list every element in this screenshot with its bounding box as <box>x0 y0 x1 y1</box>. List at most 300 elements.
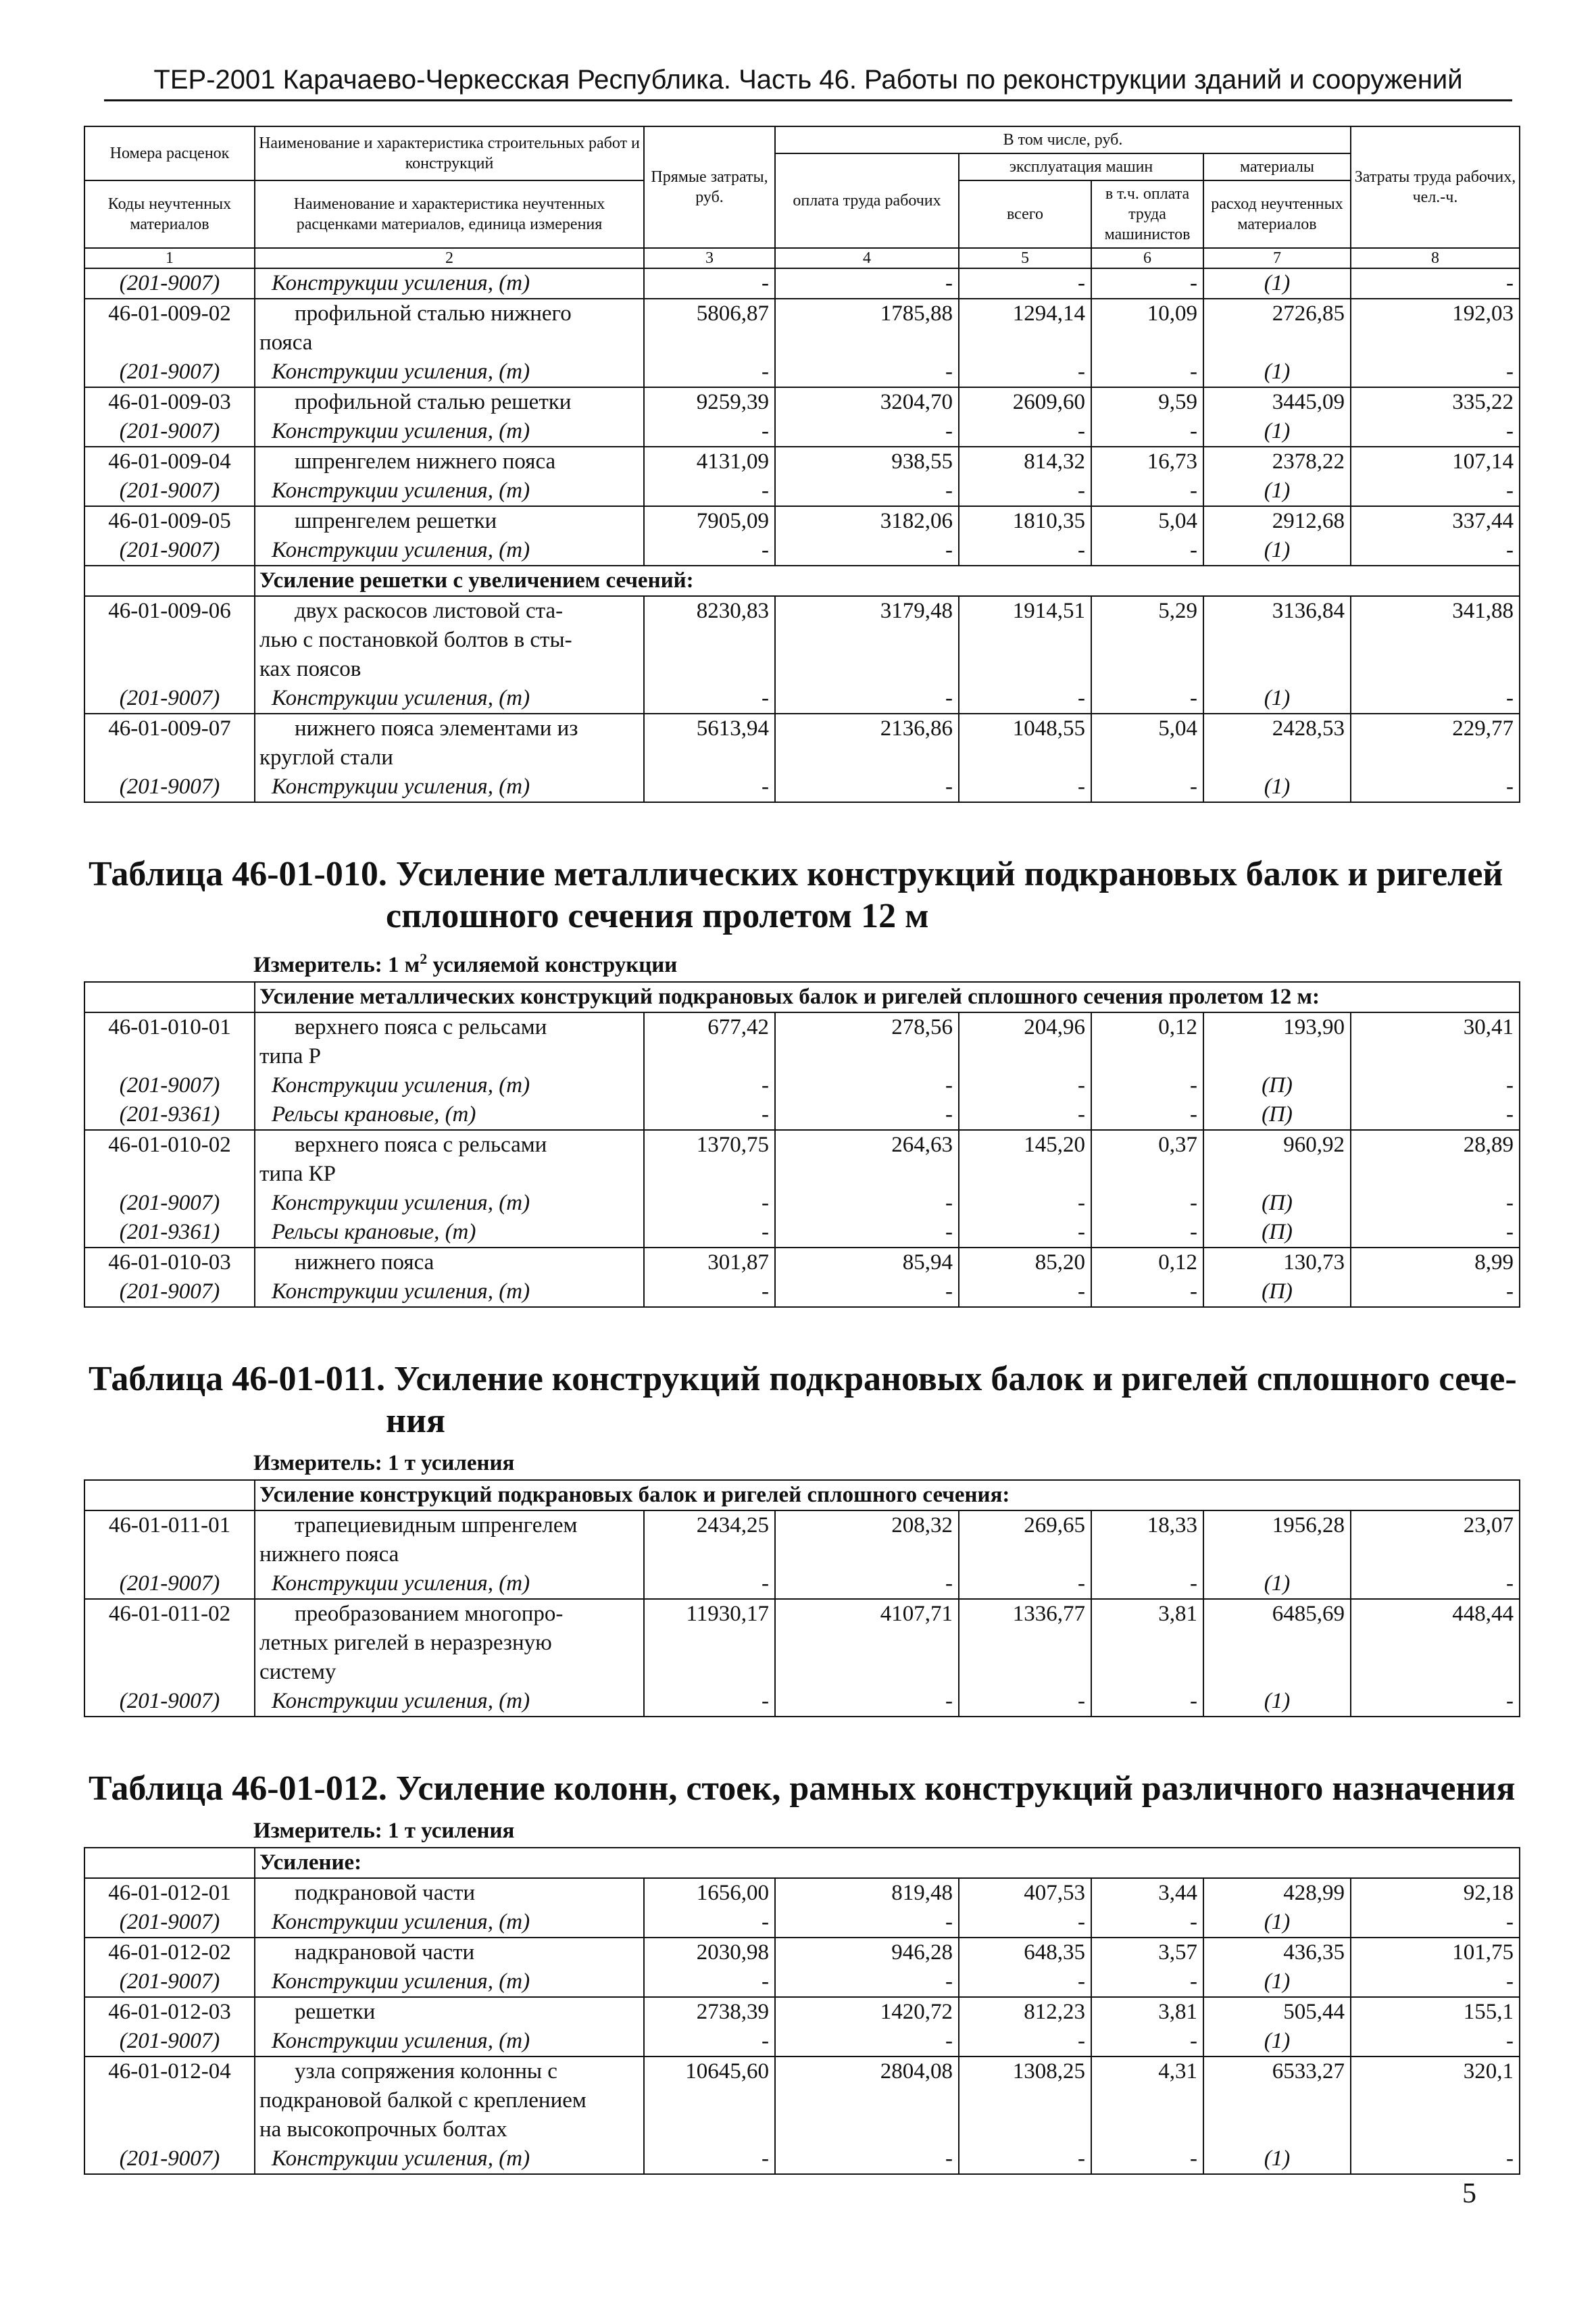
cell-d5: 1914,51 <box>959 596 1091 684</box>
rate-name-line: летных ригелей в неразрезную <box>259 1631 552 1655</box>
cell-d3: 4131,09 <box>644 447 775 476</box>
cell-d5: 2609,60 <box>959 387 1091 417</box>
material-name: Конструкции усиления, (т) <box>255 1687 644 1717</box>
rate-name-line: подкрановой балкой с креплением <box>259 2088 587 2113</box>
cell-d3: 2030,98 <box>644 1938 775 1967</box>
measure-unit <box>84 1442 1520 1480</box>
material-row <box>84 1071 1520 1100</box>
cell-d5: - <box>959 1071 1091 1100</box>
cell-d8: - <box>1351 536 1520 566</box>
cell-d5: 1308,25 <box>959 2057 1091 2144</box>
cell-d6: 3,57 <box>1091 1938 1203 1967</box>
column-number: 1 <box>84 248 255 268</box>
material-code: (201-9007) <box>84 1277 255 1307</box>
material-code: (201-9007) <box>84 1967 255 1997</box>
spacer-cell <box>84 1717 1520 1741</box>
col-header-machinist-wages: в т.ч. оплата труда машинистов <box>1091 180 1203 248</box>
cell-d8: 155,1 <box>1351 1997 1520 2027</box>
cell-d8: 101,75 <box>1351 1938 1520 1967</box>
cell-d7: 428,99 <box>1203 1878 1351 1908</box>
measure-unit-superscript: 2 <box>420 950 428 967</box>
cell-d8: - <box>1351 476 1520 506</box>
cell-d3: 1370,75 <box>644 1130 775 1189</box>
rate-name-line: решетки <box>295 2000 376 2024</box>
rate-code: 46-01-010-01 <box>84 1012 255 1071</box>
section-spacer <box>84 1307 1520 1331</box>
cell-d3: - <box>644 1569 775 1599</box>
measure-unit <box>84 1810 1520 1848</box>
material-row <box>84 1967 1520 1997</box>
cell-d7: (1) <box>1203 476 1351 506</box>
measure-unit-prefix: Измеритель: 1 м <box>253 953 420 977</box>
col-header-including: В том числе, руб. <box>775 126 1351 153</box>
col-header-labor-hours: Затраты труда рабочих, чел.-ч. <box>1351 126 1520 248</box>
cell-d5: 85,20 <box>959 1248 1091 1277</box>
col-header-name-bottom: Наименование и характеристика неучтенных расценками материалов, единица измерения <box>255 180 644 248</box>
cell-d3: 2738,39 <box>644 1997 775 2027</box>
cell-d8: - <box>1351 1218 1520 1248</box>
col-header-machines-total: всего <box>959 180 1091 248</box>
cell-d4: - <box>775 1569 959 1599</box>
material-name: Конструкции усиления, (т) <box>255 1569 644 1599</box>
material-name: Конструкции усиления, (т) <box>255 684 644 714</box>
cell-d7: (1) <box>1203 268 1351 299</box>
cell-d6: 3,81 <box>1091 1599 1203 1687</box>
cell-d4: 278,56 <box>775 1012 959 1071</box>
material-name: Конструкции усиления, (т) <box>255 1071 644 1100</box>
material-row <box>84 1277 1520 1307</box>
cell-d3: 9259,39 <box>644 387 775 417</box>
cell-d4: - <box>775 2027 959 2057</box>
material-name: Конструкции усиления, (т) <box>255 1967 644 1997</box>
group-title: Усиление конструкций подкрановых балок и ригелей сплошного сечения: <box>255 1480 1520 1510</box>
material-row <box>84 1218 1520 1248</box>
cell-d5: 1048,55 <box>959 714 1091 772</box>
material-code: (201-9007) <box>84 358 255 387</box>
cell-d3: - <box>644 358 775 387</box>
cell-d6: 5,04 <box>1091 714 1203 772</box>
cell-d8: 341,88 <box>1351 596 1520 684</box>
group-title: Усиление решетки с увеличением сечений: <box>255 566 1520 596</box>
rate-name <box>255 1130 644 1189</box>
cell-d4: - <box>775 684 959 714</box>
material-row <box>84 684 1520 714</box>
rate-name <box>255 506 644 536</box>
rate-name-line: узла сопряжения колонны с <box>295 2059 557 2084</box>
material-row <box>84 1908 1520 1938</box>
cell-d6: 5,04 <box>1091 506 1203 536</box>
cell-d6: - <box>1091 536 1203 566</box>
cell-d3: 677,42 <box>644 1012 775 1071</box>
material-name: Конструкции усиления, (т) <box>255 536 644 566</box>
cell-d7: (П) <box>1203 1218 1351 1248</box>
column-number: 7 <box>1203 248 1351 268</box>
running-header: ТЕР-2001 Карачаево-Черкесская Республика. Часть 46. Работы по реконструкции зданий и сооружений <box>104 65 1512 101</box>
cell-d4: - <box>775 1277 959 1307</box>
material-row <box>84 417 1520 447</box>
cell-d7: (1) <box>1203 772 1351 802</box>
cell-d7: 505,44 <box>1203 1997 1351 2027</box>
cell-d4: 946,28 <box>775 1938 959 1967</box>
cell-d3: - <box>644 417 775 447</box>
cell-d6: - <box>1091 684 1203 714</box>
cell-d7: (1) <box>1203 2027 1351 2057</box>
cell-d6: - <box>1091 1277 1203 1307</box>
rate-name-line: нижнего пояса <box>295 1250 434 1275</box>
rate-code: 46-01-012-01 <box>84 1878 255 1908</box>
cell-d5: - <box>959 772 1091 802</box>
cell-d5: - <box>959 417 1091 447</box>
material-code: (201-9361) <box>84 1100 255 1130</box>
cell-d3: 2434,25 <box>644 1510 775 1569</box>
cell-d6: 0,12 <box>1091 1012 1203 1071</box>
rate-row <box>84 299 1520 358</box>
material-name: Конструкции усиления, (т) <box>255 1189 644 1218</box>
cell-d7: (1) <box>1203 358 1351 387</box>
table-title-row <box>84 1741 1520 1810</box>
cell-d8: 320,1 <box>1351 2057 1520 2144</box>
rate-name-line: систему <box>259 1660 336 1684</box>
cell-d5: - <box>959 358 1091 387</box>
cell-d8: - <box>1351 2027 1520 2057</box>
cell-d4: - <box>775 1071 959 1100</box>
rate-name <box>255 1012 644 1071</box>
cell-d3: 5613,94 <box>644 714 775 772</box>
cell-d7: (1) <box>1203 1967 1351 1997</box>
measure-unit-text: Измеритель: 1 т усиления <box>253 1451 515 1475</box>
cell-d7: 3136,84 <box>1203 596 1351 684</box>
section-spacer <box>84 802 1520 827</box>
rate-name-line: трапециевидным шпренгелем <box>295 1513 578 1537</box>
cell-d4: - <box>775 268 959 299</box>
material-code: (201-9007) <box>84 476 255 506</box>
cell-d8: - <box>1351 1908 1520 1938</box>
cell-d6: - <box>1091 1218 1203 1248</box>
rate-row <box>84 387 1520 417</box>
cell-d7: 6533,27 <box>1203 2057 1351 2144</box>
cell-d4: 208,32 <box>775 1510 959 1569</box>
cell-d8: - <box>1351 268 1520 299</box>
rate-name-line: шпренгелем решетки <box>295 509 497 533</box>
cell-d4: 819,48 <box>775 1878 959 1908</box>
rate-name <box>255 1248 644 1277</box>
cell-d6: - <box>1091 2027 1203 2057</box>
rate-row <box>84 1012 1520 1071</box>
cell-d3: - <box>644 772 775 802</box>
cell-d4: 2804,08 <box>775 2057 959 2144</box>
cell-d3: - <box>644 1071 775 1100</box>
group-title: Усиление: <box>255 1848 1520 1878</box>
cell-d6: - <box>1091 1189 1203 1218</box>
cell-d6: - <box>1091 1100 1203 1130</box>
table-title-line: ния <box>386 1402 446 1440</box>
material-name: Конструкции усиления, (т) <box>255 1277 644 1307</box>
rate-name <box>255 447 644 476</box>
material-name: Конструкции усиления, (т) <box>255 1908 644 1938</box>
column-number: 3 <box>644 248 775 268</box>
cell-d6: 3,81 <box>1091 1997 1203 2027</box>
cell-d6: - <box>1091 476 1203 506</box>
material-name: Рельсы крановые, (т) <box>255 1100 644 1130</box>
column-number: 2 <box>255 248 644 268</box>
cell-d7: 3445,09 <box>1203 387 1351 417</box>
cell-d6: - <box>1091 2144 1203 2174</box>
rate-row <box>84 506 1520 536</box>
rate-name-line: надкрановой части <box>295 1940 475 1965</box>
rate-name-line: нижнего пояса <box>259 1542 399 1567</box>
rate-name-line: пояса <box>259 330 313 355</box>
cell-d5: - <box>959 1100 1091 1130</box>
col-header-wages: оплата труда рабочих <box>775 153 959 248</box>
material-row <box>84 1569 1520 1599</box>
cell-d5: - <box>959 2144 1091 2174</box>
cell-d4: 1420,72 <box>775 1997 959 2027</box>
cell-d5: 812,23 <box>959 1997 1091 2027</box>
material-code: (201-9007) <box>84 2144 255 2174</box>
group-row <box>84 1480 1520 1510</box>
material-row <box>84 476 1520 506</box>
cell-d8: 8,99 <box>1351 1248 1520 1277</box>
spacer-cell <box>84 802 1520 827</box>
cell-d3: - <box>644 268 775 299</box>
group-title: Усиление металлических конструкций подкрановых балок и ригелей сплошного сечения пролетом 12 м: <box>255 982 1520 1012</box>
rate-name <box>255 387 644 417</box>
cell-d7: (1) <box>1203 1687 1351 1717</box>
material-name: Конструкции усиления, (т) <box>255 476 644 506</box>
cell-d7: 2912,68 <box>1203 506 1351 536</box>
column-number: 5 <box>959 248 1091 268</box>
material-row <box>84 2027 1520 2057</box>
rate-name <box>255 714 644 772</box>
rate-name-line: преобразованием многопро- <box>295 1602 564 1626</box>
cell-d7: 436,35 <box>1203 1938 1351 1967</box>
cell-d5: 269,65 <box>959 1510 1091 1569</box>
rate-name-line: круглой стали <box>259 745 393 770</box>
cell-d8: - <box>1351 1100 1520 1130</box>
rate-row <box>84 2057 1520 2144</box>
cell-d8: - <box>1351 417 1520 447</box>
rate-code: 46-01-012-02 <box>84 1938 255 1967</box>
cell-d4: 4107,71 <box>775 1599 959 1687</box>
rate-name-line: верхнего пояса с рельсами <box>295 1015 547 1039</box>
rate-row <box>84 596 1520 684</box>
cell-d4: 3182,06 <box>775 506 959 536</box>
rate-row <box>84 447 1520 476</box>
cell-d8: 92,18 <box>1351 1878 1520 1908</box>
cell-d3: 10645,60 <box>644 2057 775 2144</box>
material-name: Конструкции усиления, (т) <box>255 2144 644 2174</box>
cell-d7: 6485,69 <box>1203 1599 1351 1687</box>
material-row <box>84 772 1520 802</box>
cell-d7: 960,92 <box>1203 1130 1351 1189</box>
cell-d7: (1) <box>1203 1569 1351 1599</box>
cell-d3: - <box>644 1277 775 1307</box>
rate-code: 46-01-009-03 <box>84 387 255 417</box>
cell-d3: 5806,87 <box>644 299 775 358</box>
cell-d4: 85,94 <box>775 1248 959 1277</box>
cell-d4: - <box>775 1189 959 1218</box>
cell-d4: 1785,88 <box>775 299 959 358</box>
cell-d4: - <box>775 1218 959 1248</box>
material-code: (201-9007) <box>84 772 255 802</box>
cell-d7: 130,73 <box>1203 1248 1351 1277</box>
cell-d8: - <box>1351 684 1520 714</box>
cell-d4: - <box>775 772 959 802</box>
material-name: Конструкции усиления, (т) <box>255 268 644 299</box>
measure-unit-text <box>84 950 678 977</box>
measure-unit <box>84 937 1520 982</box>
cell-d4: 2136,86 <box>775 714 959 772</box>
cell-d7: (1) <box>1203 684 1351 714</box>
measure-unit-suffix: усиляемой конструкции <box>427 953 678 977</box>
cell-d5: - <box>959 1967 1091 1997</box>
rate-row <box>84 1878 1520 1908</box>
rate-name <box>255 1510 644 1569</box>
cell-d5: 204,96 <box>959 1012 1091 1071</box>
rate-name-line: на высокопрочных болтах <box>259 2117 507 2142</box>
cell-d3: - <box>644 476 775 506</box>
col-header-materials: материалы <box>1203 153 1351 180</box>
cell-d6: 18,33 <box>1091 1510 1203 1569</box>
cell-d5: - <box>959 536 1091 566</box>
cell-d8: - <box>1351 1967 1520 1997</box>
header-row-1 <box>84 126 1520 153</box>
rate-code: 46-01-009-05 <box>84 506 255 536</box>
cell-d4: - <box>775 536 959 566</box>
material-row <box>84 358 1520 387</box>
cell-d6: - <box>1091 1687 1203 1717</box>
rate-name <box>255 1938 644 1967</box>
cell-d5: - <box>959 268 1091 299</box>
cell-d8: - <box>1351 1569 1520 1599</box>
col-header-code-bottom: Коды неучтенных материалов <box>84 180 255 248</box>
col-header-machines: эксплуатация машин <box>959 153 1203 180</box>
cell-d4: - <box>775 1908 959 1938</box>
cell-d6: 16,73 <box>1091 447 1203 476</box>
cell-d4: 3179,48 <box>775 596 959 684</box>
cell-d6: 3,44 <box>1091 1878 1203 1908</box>
material-name: Конструкции усиления, (т) <box>255 772 644 802</box>
rate-name <box>255 2057 644 2144</box>
cell-d4: - <box>775 1967 959 1997</box>
cell-d5: - <box>959 1687 1091 1717</box>
rate-name-line: типа Р <box>259 1044 321 1068</box>
cell-d8: 337,44 <box>1351 506 1520 536</box>
table-title-line: Таблица 46-01-010. Усиление металлических конструкций подкрановых балок и ригелей <box>89 855 1503 893</box>
cell-d5: 1810,35 <box>959 506 1091 536</box>
measure-unit-row <box>84 937 1520 982</box>
cell-d7: (П) <box>1203 1189 1351 1218</box>
col-header-name-top: Наименование и характеристика строительных работ и конструкций <box>255 126 644 180</box>
cell-d5: - <box>959 1189 1091 1218</box>
rate-row <box>84 1510 1520 1569</box>
spacer-cell <box>84 1307 1520 1331</box>
cell-d4: - <box>775 1100 959 1130</box>
cell-d6: - <box>1091 358 1203 387</box>
cell-d7: (П) <box>1203 1071 1351 1100</box>
cell-d6: - <box>1091 1569 1203 1599</box>
cell-d4: - <box>775 2144 959 2174</box>
table-title <box>84 827 1520 937</box>
measure-unit-row <box>84 1810 1520 1848</box>
column-number: 6 <box>1091 248 1203 268</box>
material-code: (201-9007) <box>84 1189 255 1218</box>
material-row <box>84 1189 1520 1218</box>
material-code: (201-9007) <box>84 1569 255 1599</box>
cell-d3: - <box>644 536 775 566</box>
cell-d5: 814,32 <box>959 447 1091 476</box>
material-code: (201-9007) <box>84 684 255 714</box>
group-row <box>84 566 1520 596</box>
cell-d4: - <box>775 358 959 387</box>
measure-unit-text: Измеритель: 1 т усиления <box>253 1819 515 1843</box>
cell-d3: 8230,83 <box>644 596 775 684</box>
material-code: (201-9007) <box>84 1687 255 1717</box>
material-code: (201-9007) <box>84 268 255 299</box>
cell-d3: - <box>644 1687 775 1717</box>
table-title-row <box>84 827 1520 937</box>
rate-name-line: профильной сталью нижнего <box>295 301 572 326</box>
rate-name-line: лью с постановкой болтов в сты- <box>259 628 572 652</box>
rate-name-line: верхнего пояса с рельсами <box>295 1133 547 1157</box>
rate-code: 46-01-009-06 <box>84 596 255 684</box>
cell-d6: - <box>1091 1908 1203 1938</box>
material-row <box>84 1100 1520 1130</box>
group-code-cell <box>84 566 255 596</box>
rate-name-line: нижнего пояса элементами из <box>295 716 578 741</box>
cell-d8: 448,44 <box>1351 1599 1520 1687</box>
table-title-row <box>84 1331 1520 1442</box>
material-code: (201-9007) <box>84 1071 255 1100</box>
material-name: Конструкции усиления, (т) <box>255 417 644 447</box>
cell-d8: 23,07 <box>1351 1510 1520 1569</box>
cell-d3: - <box>644 1218 775 1248</box>
rate-row <box>84 714 1520 772</box>
rate-name <box>255 1878 644 1908</box>
cell-d4: 264,63 <box>775 1130 959 1189</box>
document-page <box>84 65 1519 2175</box>
cell-d8: - <box>1351 1189 1520 1218</box>
cell-d8: - <box>1351 1071 1520 1100</box>
rate-name <box>255 1599 644 1687</box>
table-title-line: Таблица 46-01-011. Усиление конструкций подкрановых балок и ригелей сплошного сече- <box>89 1360 1517 1398</box>
rates-table <box>84 126 1520 2175</box>
cell-d6: 0,12 <box>1091 1248 1203 1277</box>
cell-d7: (1) <box>1203 2144 1351 2174</box>
cell-d5: - <box>959 1569 1091 1599</box>
cell-d3: 301,87 <box>644 1248 775 1277</box>
rate-code: 46-01-011-02 <box>84 1599 255 1687</box>
material-name: Конструкции усиления, (т) <box>255 2027 644 2057</box>
group-code-cell <box>84 1480 255 1510</box>
cell-d8: - <box>1351 358 1520 387</box>
cell-d3: - <box>644 2027 775 2057</box>
material-code: (201-9007) <box>84 1908 255 1938</box>
cell-d6: - <box>1091 1071 1203 1100</box>
cell-d6: - <box>1091 1967 1203 1997</box>
rate-code: 46-01-010-02 <box>84 1130 255 1189</box>
cell-d3: - <box>644 1189 775 1218</box>
group-code-cell <box>84 982 255 1012</box>
material-row <box>84 2144 1520 2174</box>
cell-d6: 0,37 <box>1091 1130 1203 1189</box>
cell-d3: 11930,17 <box>644 1599 775 1687</box>
cell-d8: 28,89 <box>1351 1130 1520 1189</box>
cell-d8: - <box>1351 2144 1520 2174</box>
cell-d4: - <box>775 476 959 506</box>
rate-name-line: шпренгелем нижнего пояса <box>295 449 556 474</box>
cell-d3: 1656,00 <box>644 1878 775 1908</box>
